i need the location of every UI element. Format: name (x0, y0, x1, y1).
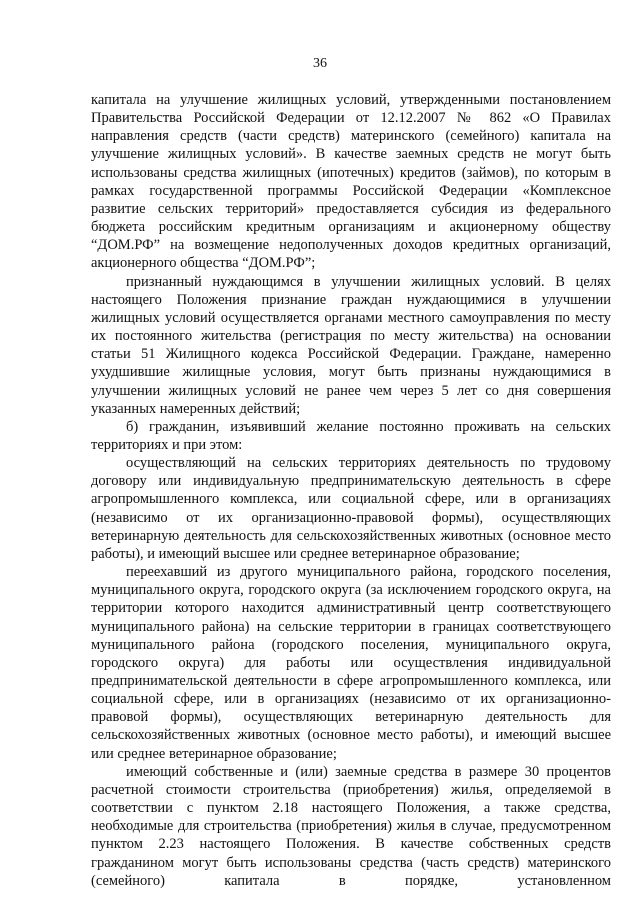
paragraph-employment: осуществляющий на сельских территориях деятельность по трудовому договору или индивидуальную предпринимательскую деятельность в сфере агропромышленного комплекса, или социальной сфере, или в организациях (независимо от их организационно-правовой формы), осуществляющих ветеринарную деятельность для сельскохозяйственных животных (основное место работы), и имеющий высшее или среднее ветеринарное образование; (91, 455, 611, 562)
paragraph-item-b: б) гражданин, изъявивший желание постоянно проживать на сельских территориях и при этом: (91, 418, 611, 453)
document-body (91, 91, 611, 890)
paragraph-need-recognition: признанный нуждающимся в улучшении жилищных условий. В целях настоящего Положения признание граждан нуждающимися в улучшении жилищных условий осуществляется органами местного самоуправления по месту их постоянного жительства (регистрация по месту жительства) на основании статьи 51 Жилищного кодекса Российской Федерации. Граждане, намеренно ухудшившие жилищные условия, могут быть признаны нуждающимися в улучшении жилищных условий не ранее чем через 5 лет со дня совершения указанных намеренных действий; (91, 273, 611, 417)
paragraph-relocation: переехавший из другого муниципального района, городского поселения, муниципального округа, городского округа (за исключением городского округа, на территории которого находится административный центр соответствующего муниципального района) на сельские территории в границах соответствующего муниципального района (городского поселения, муниципального округа, городского округа) для работы или осуществления индивидуальной предпринимательской деятельности в сфере агропромышленного комплекса, или социальной сфере, или в организациях (независимо от их организационно-правовой формы), осуществляющих ветеринарную деятельность для сельскохозяйственных животных (основное место работы), и имеющий высшее или среднее ветеринарное образование; (91, 564, 611, 762)
paragraph-continuation: капитала на улучшение жилищных условий, утвержденными постановлением Правительства Российской Федерации от 12.12.2007 № 862 «О Правилах направления средств (части средств) материнского (семейного) капитала на улучшение жилищных условий». В качестве заемных средств не могут быть использованы средства жилищных (ипотечных) кредитов (займов), по которым в рамках государственной программы Российской Федерации «Комплексное развитие сельских территорий» предоставляется субсидия из федерального бюджета российским кредитным организациям и акционерному обществу “ДОМ.РФ” на возмещение недополученных доходов кредитных организаций, акционерного общества “ДОМ.РФ”; (91, 92, 611, 272)
page-number: 36 (313, 56, 327, 71)
paragraph-own-funds: имеющий собственные и (или) заемные средства в размере 30 процентов расчетной стоимости строительства (приобретения) жилья, определяемой в соответствии с пунктом 2.18 настоящего Положения, а также средства, необходимые для строительства (приобретения) жилья в случае, предусмотренном пунктом 2.23 настоящего Положения. В качестве собственных средств гражданином могут быть использованы средства (часть средств) материнского (семейного) капитала в порядке, установленном (91, 763, 611, 889)
